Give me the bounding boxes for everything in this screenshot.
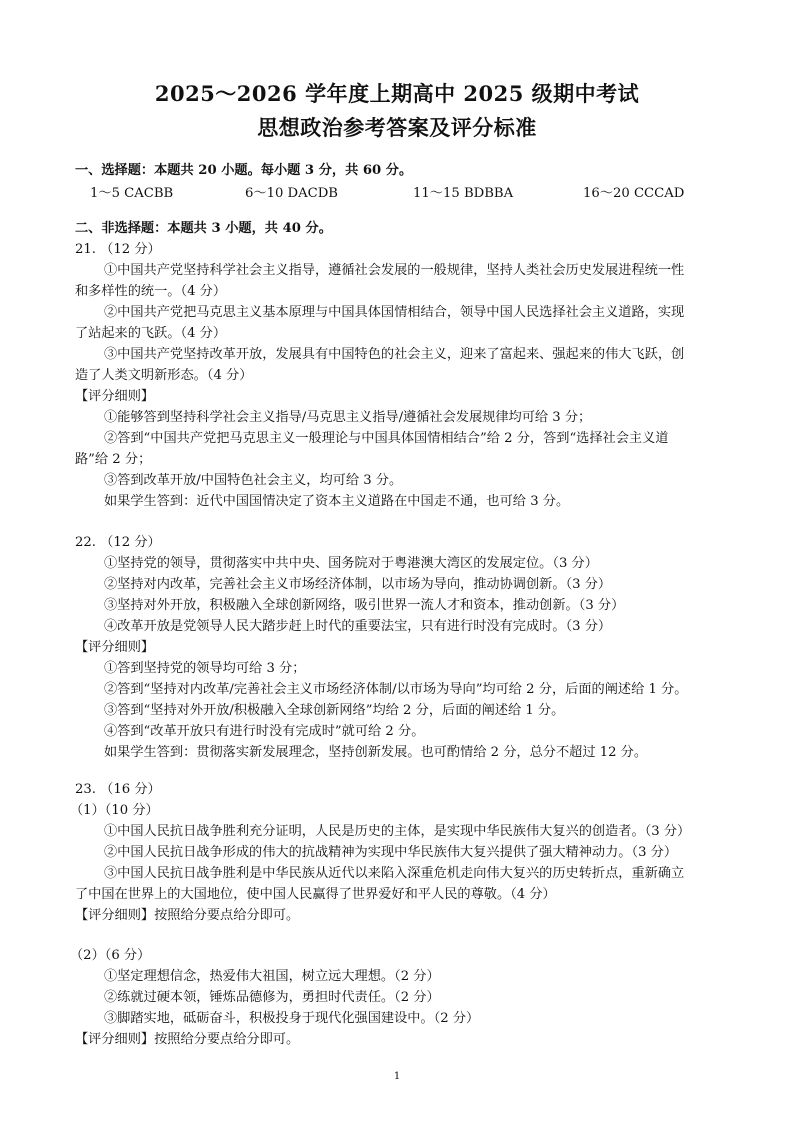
q21-rubric2-cont: 路”给 2 分；	[75, 452, 152, 467]
q22-rubric2: ②答到“坚持对内改革/完善社会主义市场经济体制/以市场为导向”均可给 2 分，后面的阐述给 1 分。	[104, 682, 688, 697]
q21-rubric3: ③答到改革开放/中国特色社会主义，均可给 3 分。	[104, 473, 403, 488]
q22-rubric1: ①答到坚持党的领导均可给 3 分；	[104, 661, 306, 676]
q23-sub2-point2: ②练就过硬本领，锤炼品德修为，勇担时代责任。（2 分）	[104, 990, 440, 1005]
q22-point2: ②坚持对内改革，完善社会主义市场经济体制，以市场为导向，推动协调创新。（3 分）	[104, 577, 612, 592]
section2-heading: 二、非选择题：本题共 3 小题，共 40 分。	[75, 221, 332, 236]
q21-rubric-label: 【评分细则】	[75, 389, 155, 404]
q22-point3: ③坚持对外开放，积极融入全球创新网络，吸引世界一流人才和资本，推动创新。（3 分）	[104, 598, 625, 613]
q21-point1-cont: 和多样性的统一。（4 分）	[75, 284, 227, 299]
exam-subtitle: 思想政治参考答案及评分标准	[257, 115, 537, 140]
q21-point3: ③中国共产党坚持改革开放，发展具有中国特色的社会主义，迎来了富起来、强起来的伟大飞跃，创	[104, 347, 685, 362]
q21-rubric4: 如果学生答到：近代中国国情决定了资本主义道路在中国走不通，也可给 3 分。	[104, 494, 570, 509]
choice-answer-16-20: 16～20 CCCAD	[583, 186, 685, 201]
choice-answer-1-5: 1～5 CACBB	[90, 186, 174, 201]
q21-point3-cont: 造了人类文明新形态。（4 分）	[75, 368, 253, 383]
q22-rubric4: ④答到“改革开放只有进行时没有完成时”就可给 2 分。	[104, 724, 425, 739]
q22-rubric5: 如果学生答到：贯彻落实新发展理念，坚持创新发展。也可酌情给 2 分，总分不超过 12 分。	[104, 745, 648, 760]
q21-point2-cont: 了站起来的飞跃。（4 分）	[75, 326, 227, 341]
choice-answer-6-10: 6～10 DACDB	[245, 186, 339, 201]
page-number: 1	[393, 1071, 401, 1082]
q21-point2: ②中国共产党把马克思主义基本原理与中国具体国情相结合，领导中国人民选择社会主义道路，实现	[104, 305, 685, 320]
q21-rubric2: ②答到“中国共产党把马克思主义一般理论与中国具体国情相结合”给 2 分，答到“选择社会主义道	[104, 431, 669, 446]
q23-sub1-point3-cont: 了中国在世界上的大国地位，使中国人民赢得了世界爱好和平人民的尊敬。（4 分）	[75, 887, 556, 902]
q23-sub2-point1: ①坚定理想信念，热爱伟大祖国，树立远大理想。（2 分）	[104, 969, 440, 984]
q21-heading: 21. （12 分）	[75, 242, 161, 257]
q23-sub1-heading: （1）（10 分）	[70, 803, 159, 818]
q22-rubric-label: 【评分细则】	[75, 640, 155, 655]
q23-sub1-point1: ①中国人民抗日战争胜利充分证明，人民是历史的主体，是实现中华民族伟大复兴的创造者。（3 分）	[104, 824, 691, 839]
q22-rubric3: ③答到“坚持对外开放/积极融入全球创新网络”均给 2 分，后面的阐述给 1 分。	[104, 703, 565, 718]
q23-sub2-point3: ③脚踏实地，砥砺奋斗，积极投身于现代化强国建设中。（2 分）	[104, 1011, 480, 1026]
q23-sub1-rubric: 【评分细则】按照给分要点给分即可。	[75, 908, 300, 923]
q21-rubric1: ①能够答到坚持科学社会主义指导/马克思主义指导/遵循社会发展规律均可给 3 分；	[104, 410, 592, 425]
choice-answer-11-15: 11～15 BDBBA	[413, 186, 514, 201]
q23-sub2-heading: （2）（6 分）	[70, 948, 151, 963]
q23-sub1-point3: ③中国人民抗日战争胜利是中华民族从近代以来陷入深重危机走向伟大复兴的历史转折点，重新确立	[104, 866, 685, 881]
q21-point1: ①中国共产党坚持科学社会主义指导，遵循社会发展的一般规律，坚持人类社会历史发展进程统一性	[104, 263, 685, 278]
q22-point4: ④改革开放是党领导人民大踏步赶上时代的重要法宝，只有进行时没有完成时。（3 分）	[104, 619, 612, 634]
q23-heading: 23. （16 分）	[75, 782, 161, 797]
q23-sub2-rubric: 【评分细则】按照给分要点给分即可。	[75, 1032, 300, 1047]
q23-sub1-point2: ②中国人民抗日战争形成的伟大的抗战精神为实现中华民族伟大复兴提供了强大精神动力。（3 分）	[104, 845, 678, 860]
q22-point1: ①坚持党的领导，贯彻落实中共中央、国务院对于粤港澳大湾区的发展定位。（3 分）	[104, 556, 598, 571]
section1-heading: 一、选择题：本题共 20 小题。每小题 3 分，共 60 分。	[75, 163, 413, 178]
exam-title: 2025～2026 学年度上期高中 2025 级期中考试	[154, 81, 640, 106]
q22-heading: 22. （12 分）	[75, 535, 161, 550]
